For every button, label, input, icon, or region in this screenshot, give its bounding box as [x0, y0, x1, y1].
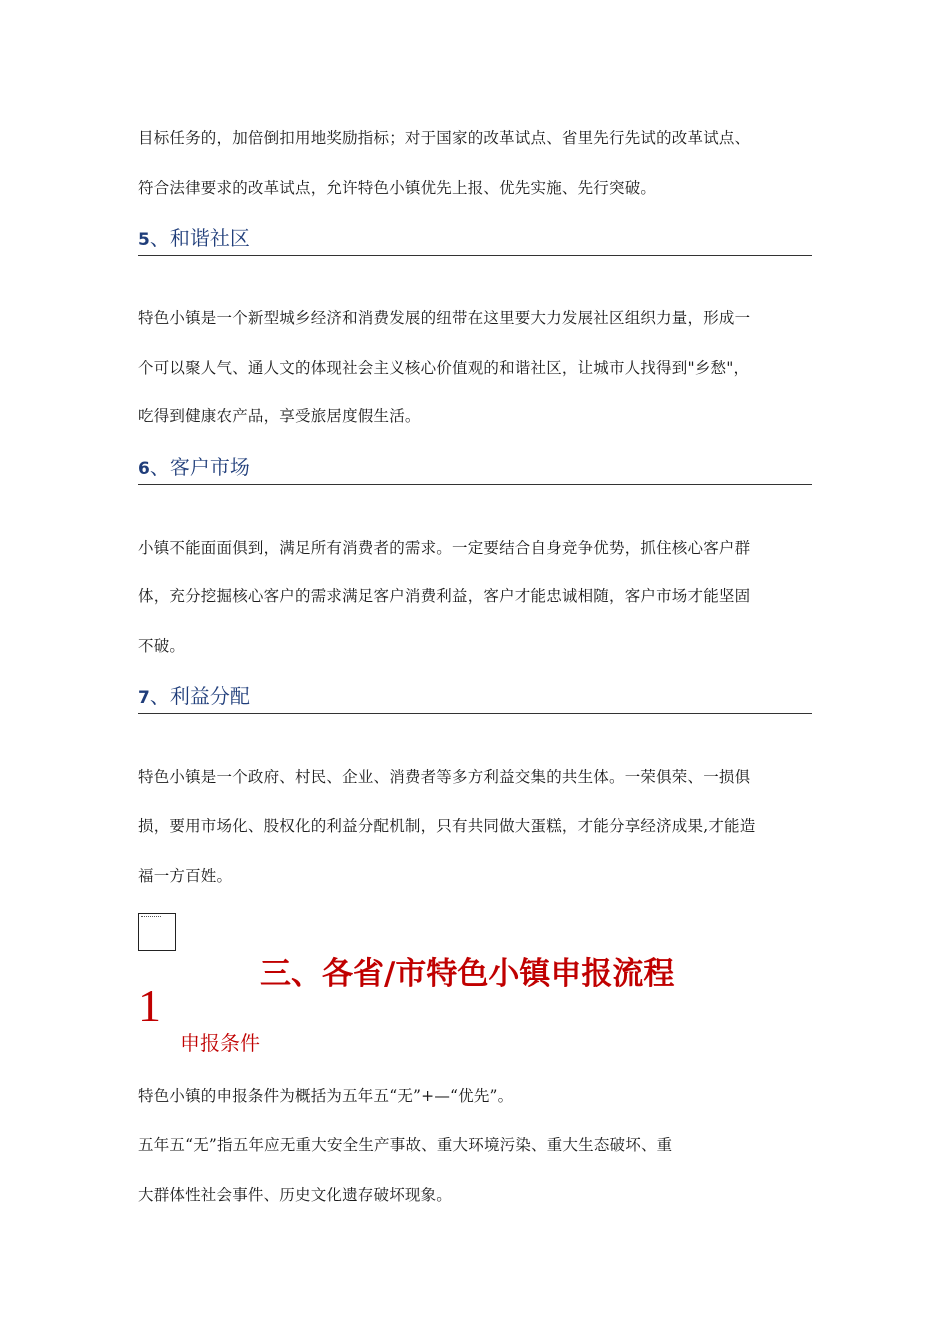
- paragraph-line: 符合法律要求的改革试点，允许特色小镇优先上报、优先实施、先行突破。: [138, 179, 657, 197]
- paragraph-line: 小镇不能面面俱到，满足所有消费者的需求。一定要结合自身竞争优势，抓住核心客户群: [138, 539, 751, 557]
- image-placeholder-box: [138, 913, 176, 951]
- section-heading-6: [138, 454, 812, 485]
- chapter-subtitle: 申报条件: [180, 1031, 260, 1055]
- paragraph-line: 损，要用市场化、股权化的利益分配机制，只有共同做大蛋糕，才能分享经济成果,才能造: [138, 817, 756, 835]
- section-heading-5: [138, 225, 812, 256]
- section-title: 、客户市场: [149, 455, 250, 479]
- chapter-title: 三、各省/市特色小镇申报流程: [260, 956, 675, 992]
- section-title: 、和谐社区: [149, 226, 250, 250]
- section-number: 6: [138, 459, 150, 479]
- paragraph-line: 福一方百姓。: [138, 867, 233, 885]
- chapter-item-number: 1: [138, 980, 161, 1031]
- paragraph-line: 个可以聚人气、通人文的体现社会主义核心价值观的和谐社区，让城市人找得到"乡愁"，: [138, 359, 750, 377]
- paragraph-line: 特色小镇是一个新型城乡经济和消费发展的纽带在这里要大力发展社区组织力量，形成一: [138, 309, 751, 327]
- paragraph-line: 特色小镇是一个政府、村民、企业、消费者等多方利益交集的共生体。一荣俱荣、一损俱: [138, 768, 751, 786]
- section-number: 5: [138, 230, 150, 250]
- section-heading-7: [138, 683, 812, 714]
- paragraph-line: 不破。: [138, 637, 186, 655]
- paragraph-line: 体，充分挖掘核心客户的需求满足客户消费利益，客户才能忠诚相随，客户市场才能坚固: [138, 587, 751, 605]
- paragraph-line: 大群体性社会事件、历史文化遗存破坏现象。: [138, 1186, 453, 1204]
- paragraph-line: 吃得到健康农产品，享受旅居度假生活。: [138, 407, 421, 425]
- paragraph-line: 目标任务的，加倍倒扣用地奖励指标；对于国家的改革试点、省里先行先试的改革试点、: [138, 129, 751, 147]
- section-title: 、利益分配: [149, 684, 250, 708]
- paragraph-line: 五年五“无”指五年应无重大安全生产事故、重大环境污染、重大生态破坏、重: [138, 1136, 673, 1154]
- paragraph-line: 特色小镇的申报条件为概括为五年五“无”+—“优先”。: [138, 1087, 514, 1105]
- section-number: 7: [138, 688, 150, 708]
